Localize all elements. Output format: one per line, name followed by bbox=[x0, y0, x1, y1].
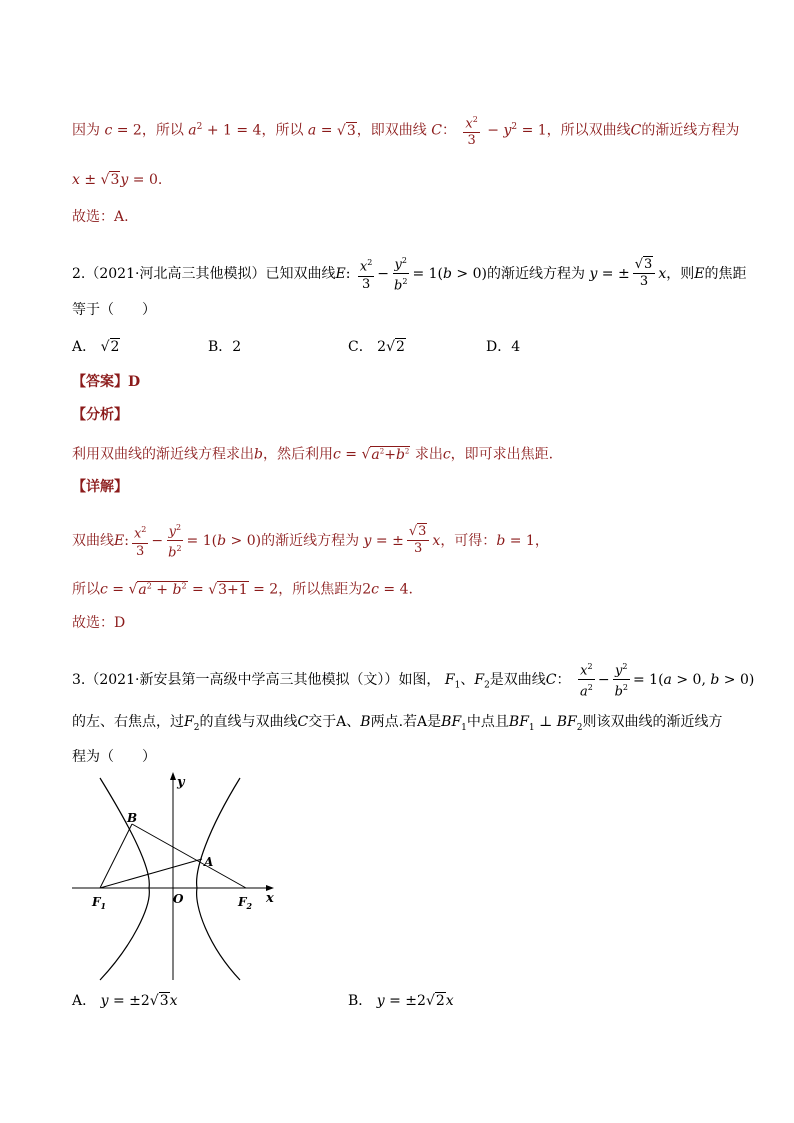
option-value: 2 bbox=[232, 339, 242, 355]
text: 求出 bbox=[414, 446, 443, 463]
text: . bbox=[157, 172, 163, 188]
text: ，即双曲线 bbox=[356, 122, 427, 139]
solution1-choice bbox=[72, 206, 129, 228]
q2-analysis-title bbox=[72, 404, 128, 426]
q3-stem-line2: 的左、右焦点，过$F_2$的直线与双曲线C交于A、B两点.若A是$BF_1$中点且$BF_1$ ⊥ $BF_2$则该双曲线的渐近线方 bbox=[72, 714, 723, 733]
sqrt-3: √3 bbox=[336, 122, 356, 139]
math-E: E bbox=[335, 265, 346, 282]
math-y2: y bbox=[503, 122, 512, 139]
label-x: x bbox=[266, 891, 274, 906]
fraction-y2-over-b2: $\frac{y^2}{b^2}$ bbox=[166, 520, 183, 562]
fraction-y2-over-b2: $\frac{y^2}{b^2}$ bbox=[613, 659, 630, 701]
q3-option-b: B． y = ±2√2x bbox=[348, 990, 454, 1012]
q2-option-a bbox=[72, 336, 120, 358]
segment-F1-A bbox=[100, 859, 202, 888]
hyperbola-left-branch bbox=[100, 778, 149, 980]
option-label: D． bbox=[486, 339, 512, 355]
math-a: a bbox=[307, 122, 317, 139]
text: 则该双曲线的渐近线方 bbox=[582, 714, 723, 730]
text: . bbox=[408, 581, 413, 598]
sqrt-2: √2 bbox=[386, 339, 405, 355]
q2-answer bbox=[72, 371, 140, 393]
text: ，所以 bbox=[261, 122, 304, 139]
segment-F1-B bbox=[100, 824, 132, 888]
text: ， bbox=[534, 532, 549, 549]
text: ，即可求出焦距. bbox=[450, 446, 554, 463]
section-title: 【分析】 bbox=[72, 407, 128, 423]
text: 因为 bbox=[72, 122, 100, 139]
fraction-x2-over-3: $\frac{x^2}{3}$ bbox=[358, 255, 374, 292]
answer-text: 【答案】D bbox=[72, 374, 141, 390]
text: 是双曲线 bbox=[489, 671, 546, 688]
text: 的左、右焦点，过 bbox=[72, 714, 184, 730]
math-C: C bbox=[431, 122, 442, 139]
q2-choice bbox=[72, 612, 125, 634]
math-C2: C bbox=[630, 122, 642, 139]
text: ，然后利用 bbox=[262, 446, 333, 463]
text: 程为（ ） bbox=[72, 749, 156, 765]
fraction-y2-over-b2: $\frac{y^2}{b^2}$ bbox=[392, 253, 409, 295]
text: 两点.若A是 bbox=[370, 714, 442, 730]
q2-stem-line1: 2.（2021·河北高三其他模拟）已知双曲线E: $\frac{x^2}{3}$ − $\frac{y^2}{b^2}$ = 1(b > 0)的渐近线方程为 y = ± $\frac{√3}{3}$ x，则E的焦距 bbox=[72, 253, 746, 295]
text: 等于（ ） bbox=[72, 302, 156, 318]
q3-stem-line1: 3.（2021·新安县第一高级中学高三其他模拟（文））如图， $F_1$、$F_2$是双曲线C： $\frac{x^2}{a^2}$ − $\frac{y^2}{b^2}$ = 1(a > 0, b > 0) bbox=[72, 659, 754, 701]
math-a2-plus-1: a bbox=[188, 122, 197, 139]
text: 故选：A. bbox=[72, 209, 129, 225]
text: 的直线与双曲线 bbox=[199, 714, 298, 730]
question-number: 2. bbox=[72, 265, 86, 282]
solution1-line2: x ± √3y = 0. bbox=[72, 169, 162, 191]
fraction-x2-over-3: $\frac{x^2}{3}$ bbox=[132, 522, 148, 559]
label-F1: $F_1$ bbox=[92, 895, 107, 911]
text: 的渐近线方程为 bbox=[261, 532, 360, 549]
option-label: A． bbox=[72, 993, 97, 1009]
option-label: B． bbox=[208, 339, 233, 355]
section-title: 【详解】 bbox=[72, 479, 128, 495]
sqrt-2: √2 bbox=[100, 339, 120, 355]
text: 故选：D bbox=[72, 615, 126, 631]
q2-stem-line2 bbox=[72, 299, 156, 321]
text: 利用双曲线的渐近线方程求出 bbox=[72, 446, 254, 463]
hyperbola-figure bbox=[70, 770, 290, 985]
text: 如图， bbox=[398, 671, 441, 688]
q3-option-a: A． y = ±2√3x bbox=[72, 990, 178, 1012]
label-O: O bbox=[173, 892, 184, 906]
hyperbola-right-branch bbox=[197, 778, 240, 980]
fraction-x2-over-a2: $\frac{x^2}{a^2}$ bbox=[578, 659, 595, 701]
text: ，所以双曲线 bbox=[546, 122, 631, 139]
sqrt-a2-b2: $√a^2 + b^2$ bbox=[128, 581, 187, 598]
q2-option-c: C． 2√2 bbox=[348, 336, 406, 358]
fraction-x2-over-3: $\frac{x^2}{3}$ bbox=[463, 112, 479, 149]
y-axis-arrow bbox=[170, 772, 176, 780]
option-value: 4 bbox=[511, 339, 521, 355]
math-asymptote-eq: x bbox=[72, 172, 80, 188]
q2-detail-line2: 所以$c = √a^2 + b^2 = √3+1 = 2$，所以焦距为2c = 4. bbox=[72, 575, 413, 601]
q2-option-d bbox=[486, 336, 520, 358]
option-label: B． bbox=[348, 993, 373, 1009]
text: 已知双曲线 bbox=[265, 265, 336, 282]
question-source: （2021·新安县第一高级中学高三其他模拟（文）） bbox=[85, 671, 399, 688]
q2-option-b bbox=[208, 336, 241, 358]
text: ，所以焦距为 bbox=[278, 581, 363, 598]
label-A: A bbox=[204, 855, 214, 869]
text: 的焦距 bbox=[704, 265, 747, 282]
label-F2: $F_2$ bbox=[238, 895, 253, 911]
solution1-line1: 因为 c = 2，所以 $a^2 + 1 = 4$，所以 a = √3，即双曲线 C： $\frac{x^2}{3}$ − $y^2 = 1$，所以双曲线C的渐近线方程为 bbox=[72, 112, 739, 149]
text: ，则 bbox=[666, 265, 695, 282]
q2-analysis-text: 利用双曲线的渐近线方程求出b，然后利用$c = √a^2+b^2$ 求出c，即可求出焦距. bbox=[72, 440, 553, 466]
text: 的渐近线方程为 bbox=[486, 265, 585, 282]
fraction-sqrt3-over-3: $\frac{√3}{3}$ bbox=[407, 524, 430, 557]
sqrt-3: √3 bbox=[100, 172, 120, 188]
q2-detail-title bbox=[72, 476, 128, 498]
sqrt-2: √2 bbox=[425, 993, 445, 1009]
fraction-sqrt3-over-3: $\frac{√3}{3}$ bbox=[633, 257, 656, 290]
text: ，所以 bbox=[141, 122, 184, 139]
math-c-eq-2: c bbox=[104, 122, 113, 139]
label-y: y bbox=[177, 775, 185, 790]
text: 双曲线 bbox=[72, 532, 114, 549]
sqrt-3-plus-1: √3+1 bbox=[208, 581, 248, 598]
sqrt-a2-b2: $√a^2+b^2$ bbox=[361, 446, 410, 463]
text: 中点且 bbox=[466, 714, 509, 730]
text: 交于A、 bbox=[308, 714, 361, 730]
q2-detail-line1: 双曲线E: $\frac{x^2}{3}$ − $\frac{y^2}{b^2}$ = 1(b > 0)的渐近线方程为 y = ± $\frac{√3}{3}$ x，可得：b = 1， bbox=[72, 520, 549, 562]
text: ，可得： bbox=[440, 532, 497, 549]
option-label: A． bbox=[72, 339, 97, 355]
label-B: B bbox=[127, 811, 138, 825]
option-label: C． bbox=[348, 339, 373, 355]
text: 所以 bbox=[72, 581, 100, 598]
sqrt-3: √3 bbox=[149, 993, 169, 1009]
q3-stem-line3 bbox=[72, 746, 156, 768]
question-number: 3. bbox=[72, 671, 86, 688]
question-source: （2021·河北高三其他模拟） bbox=[85, 265, 266, 282]
text: 的渐近线方程为 bbox=[641, 122, 740, 139]
